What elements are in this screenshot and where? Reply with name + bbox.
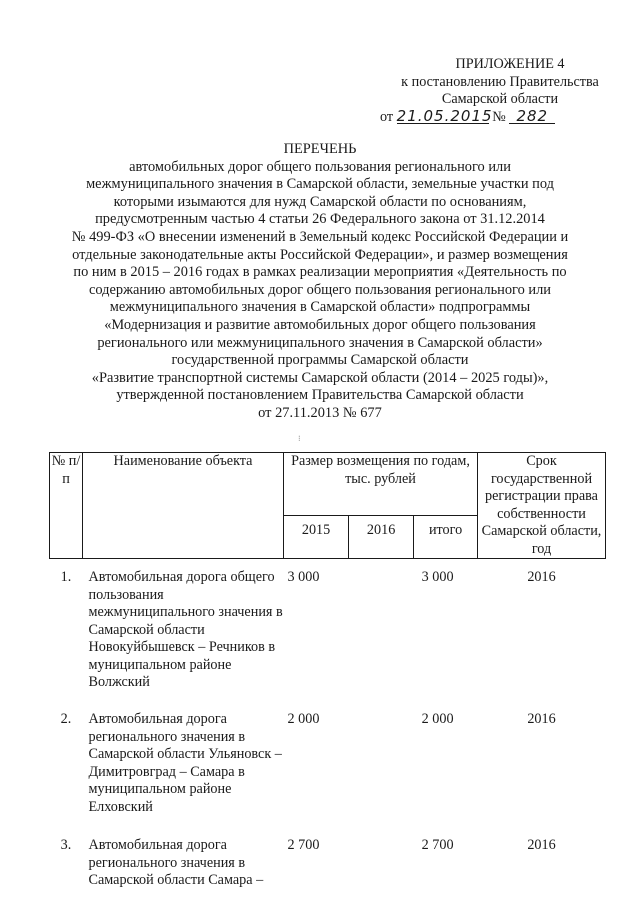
row-2015: 2 000 [287,711,320,727]
document-title [60,141,580,423]
title-line: содержанию автомобильных дорог общего пользования регионального или [89,281,551,298]
title-line: предусмотренным частью 4 статьи 26 Федерального закона от 31.12.2014 [95,211,545,228]
header-name: Наименование объекта [83,453,284,559]
number-label: № [492,108,506,125]
row-num: 2. [60,711,72,727]
appendix-region: Самарской области [441,91,559,107]
row-name: Автомобильная дорога общего пользования межмуниципального значения в Самарской области Новокуйбышевск – Речников в муниципальном районе Волжский [88,569,283,690]
row-2015: 3 000 [287,569,320,585]
appendix-block [380,56,620,126]
title-line: «Развитие транспортной системы Самарской области (2014 – 2025 годы)», [91,369,549,386]
row-total: 2 000 [421,711,454,727]
title-line: автомобильных дорог общего пользования регионального или [129,158,511,175]
header-2015: 2015 [284,516,349,559]
row-registration: 2016 [527,837,556,853]
row-name: Автомобильная дорога регионального значения в Самарской области Самара – [88,837,264,888]
title-line: межмуниципального значения в Самарской области, земельные участки под [86,176,554,193]
title-line: от 27.11.2013 № 677 [258,404,382,421]
title-line: регионального или межмуниципального значения в Самарской области» [97,334,543,351]
appendix-title: ПРИЛОЖЕНИЕ 4 [455,56,565,72]
row-total: 3 000 [421,569,454,585]
table-header-row [50,453,606,516]
handwritten-date: 21.05.2015 [396,106,493,125]
table-row [50,827,606,897]
scan-speck: ⁝ [298,434,301,443]
header-registration: Срок государственной регистрации права собственности Самарской области, год [478,453,606,559]
row-2016 [349,827,414,897]
title-line: государственной программы Самарской области [171,352,469,369]
row-2016 [349,559,414,702]
header-total: итого [414,516,478,559]
roads-table [49,452,606,897]
from-label: от [380,108,394,125]
title-line: межмуниципального значения в Самарской области» подпрограммы [109,299,531,316]
row-name: Автомобильная дорога регионального значения в Самарской области Ульяновск – Димитровград – Самара в муниципальном районе Елховский [88,711,282,815]
handwritten-number: 282 [509,109,555,124]
header-size: Размер возмещения по годам, тыс. рублей [284,453,478,516]
row-registration: 2016 [527,711,556,727]
table-row [50,701,606,827]
row-num: 3. [60,837,72,853]
title-heading: ПЕРЕЧЕНЬ [283,141,357,157]
header-num: № п/п [50,453,83,559]
row-num: 1. [60,569,72,585]
row-2016 [349,701,414,827]
row-2015: 2 700 [287,837,320,853]
title-line: № 499-ФЗ «О внесении изменений в Земельный кодекс Российской Федерации и [71,228,569,245]
title-line: отдельные законодательные акты Российской Федерации», и размер возмещения [72,246,568,263]
appendix-date-line [380,106,620,127]
title-line: утвержденной постановлением Правительства Самарской области [116,387,524,404]
appendix-resolution: к постановлению Правительства [401,73,599,90]
row-registration: 2016 [527,569,556,585]
table-row [50,559,606,702]
title-line: которыми изымаются для нужд Самарской области по основаниям, [113,193,527,210]
header-2016: 2016 [349,516,414,559]
row-total: 2 700 [421,837,454,853]
title-line: по ним в 2015 – 2016 годах в рамках реализации мероприятия «Деятельность по [73,264,567,281]
title-line: «Модернизация и развитие автомобильных дорог общего пользования [104,316,536,333]
